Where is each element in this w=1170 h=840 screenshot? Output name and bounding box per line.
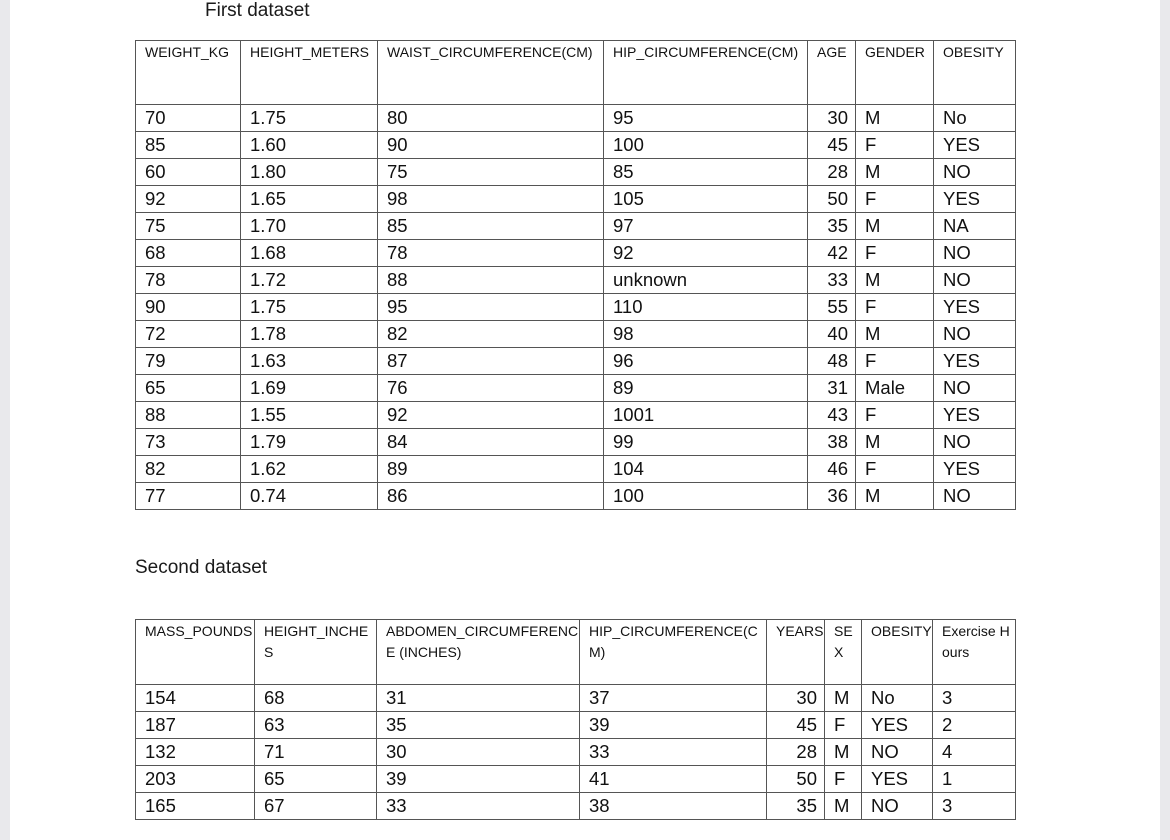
table-cell: M: [856, 105, 934, 132]
second-dataset-body: [136, 620, 1016, 820]
table-cell: F: [856, 186, 934, 213]
table-row: [136, 766, 1016, 793]
column-header: HIP_CIRCUMFERENCE(CM): [580, 620, 767, 685]
column-header: HIP_CIRCUMFERENCE(CM): [604, 41, 808, 105]
table-cell: 33: [808, 267, 856, 294]
table-cell: 1.68: [241, 240, 378, 267]
table-cell: M: [856, 483, 934, 510]
table-cell: 28: [767, 739, 825, 766]
table-cell: 78: [136, 267, 241, 294]
table-cell: 1.55: [241, 402, 378, 429]
table-cell: 97: [604, 213, 808, 240]
table-row: [136, 793, 1016, 820]
table-cell: 85: [136, 132, 241, 159]
table-cell: 68: [136, 240, 241, 267]
first-dataset-table: [135, 40, 1016, 510]
table-cell: 35: [808, 213, 856, 240]
column-header: ABDOMEN_CIRCUMFERENCE (INCHES): [377, 620, 580, 685]
table-cell: 165: [136, 793, 255, 820]
table-cell: 60: [136, 159, 241, 186]
table-cell: 28: [808, 159, 856, 186]
column-header: HEIGHT_METERS: [241, 41, 378, 105]
table-cell: 50: [808, 186, 856, 213]
table-cell: M: [825, 793, 862, 820]
column-header: Exercise Hours: [933, 620, 1016, 685]
table-cell: YES: [862, 712, 933, 739]
table-row: [136, 321, 1016, 348]
table-cell: 31: [808, 375, 856, 402]
table-cell: 2: [933, 712, 1016, 739]
table-row: [136, 685, 1016, 712]
table-cell: No: [934, 105, 1016, 132]
table-cell: 1.78: [241, 321, 378, 348]
table-cell: YES: [934, 348, 1016, 375]
table-cell: NO: [934, 483, 1016, 510]
table-cell: 92: [604, 240, 808, 267]
table-cell: 100: [604, 132, 808, 159]
table-cell: NO: [934, 429, 1016, 456]
table-row: [136, 402, 1016, 429]
table-cell: 1.75: [241, 105, 378, 132]
table-cell: 4: [933, 739, 1016, 766]
table-cell: 35: [767, 793, 825, 820]
table-cell: 33: [580, 739, 767, 766]
table-cell: 75: [136, 213, 241, 240]
table-cell: 39: [377, 766, 580, 793]
table-cell: 30: [377, 739, 580, 766]
table-cell: 1.72: [241, 267, 378, 294]
second-dataset-title: Second dataset: [135, 557, 268, 578]
table-cell: 37: [580, 685, 767, 712]
table-cell: 99: [604, 429, 808, 456]
table-cell: YES: [934, 294, 1016, 321]
table-cell: M: [825, 685, 862, 712]
table-cell: 82: [136, 456, 241, 483]
table-cell: F: [856, 240, 934, 267]
table-row: [136, 712, 1016, 739]
table-cell: 1.60: [241, 132, 378, 159]
table-cell: F: [825, 766, 862, 793]
table-cell: 3: [933, 793, 1016, 820]
table-cell: unknown: [604, 267, 808, 294]
table-cell: 1.70: [241, 213, 378, 240]
table-cell: 96: [604, 348, 808, 375]
table-cell: 76: [378, 375, 604, 402]
table-cell: 1.65: [241, 186, 378, 213]
table-row: [136, 483, 1016, 510]
table-cell: 98: [604, 321, 808, 348]
table-cell: F: [856, 402, 934, 429]
table-cell: F: [856, 456, 934, 483]
table-cell: NO: [934, 375, 1016, 402]
table-cell: 63: [255, 712, 377, 739]
table-row: [136, 159, 1016, 186]
table-cell: Male: [856, 375, 934, 402]
table-cell: M: [856, 321, 934, 348]
table-row: [136, 429, 1016, 456]
table-cell: 39: [580, 712, 767, 739]
table-cell: 100: [604, 483, 808, 510]
column-header: MASS_POUNDS: [136, 620, 255, 685]
column-header: WEIGHT_KG: [136, 41, 241, 105]
table-cell: YES: [934, 456, 1016, 483]
table-cell: 55: [808, 294, 856, 321]
table-cell: F: [856, 132, 934, 159]
first-dataset-title: First dataset: [205, 0, 310, 21]
table-row: [136, 186, 1016, 213]
table-cell: 30: [808, 105, 856, 132]
table-cell: 33: [377, 793, 580, 820]
column-header: YEARS: [767, 620, 825, 685]
table-row: [136, 375, 1016, 402]
table-cell: 1.63: [241, 348, 378, 375]
table-cell: 3: [933, 685, 1016, 712]
table-row: [136, 267, 1016, 294]
first-dataset-body: [136, 41, 1016, 510]
table-cell: 0.74: [241, 483, 378, 510]
table-cell: NO: [934, 159, 1016, 186]
table-cell: 40: [808, 321, 856, 348]
table-cell: YES: [934, 132, 1016, 159]
table-cell: 88: [136, 402, 241, 429]
table-cell: 68: [255, 685, 377, 712]
column-header: OBESITY: [862, 620, 933, 685]
table-cell: 70: [136, 105, 241, 132]
column-header: HEIGHT_INCHES: [255, 620, 377, 685]
table-cell: 110: [604, 294, 808, 321]
column-header: WAIST_CIRCUMFERENCE(CM): [378, 41, 604, 105]
header-row: [136, 620, 1016, 685]
table-row: [136, 132, 1016, 159]
table-row: [136, 739, 1016, 766]
table-cell: 79: [136, 348, 241, 375]
table-cell: NO: [934, 267, 1016, 294]
table-cell: 86: [378, 483, 604, 510]
table-cell: F: [825, 712, 862, 739]
table-cell: 95: [604, 105, 808, 132]
table-cell: NO: [934, 321, 1016, 348]
table-cell: 65: [255, 766, 377, 793]
table-cell: 1001: [604, 402, 808, 429]
table-cell: 71: [255, 739, 377, 766]
table-row: [136, 456, 1016, 483]
table-cell: NO: [934, 240, 1016, 267]
table-cell: 35: [377, 712, 580, 739]
table-cell: 105: [604, 186, 808, 213]
table-cell: No: [862, 685, 933, 712]
table-cell: YES: [862, 766, 933, 793]
table-cell: 78: [378, 240, 604, 267]
table-cell: 1.80: [241, 159, 378, 186]
table-cell: 187: [136, 712, 255, 739]
column-header: GENDER: [856, 41, 934, 105]
table-cell: 98: [378, 186, 604, 213]
table-cell: 88: [378, 267, 604, 294]
table-row: [136, 240, 1016, 267]
table-cell: 75: [378, 159, 604, 186]
column-header: AGE: [808, 41, 856, 105]
table-cell: M: [856, 267, 934, 294]
table-row: [136, 348, 1016, 375]
table-cell: 95: [378, 294, 604, 321]
table-row: [136, 105, 1016, 132]
table-cell: 45: [808, 132, 856, 159]
table-cell: 30: [767, 685, 825, 712]
table-cell: 42: [808, 240, 856, 267]
table-cell: 104: [604, 456, 808, 483]
table-cell: 82: [378, 321, 604, 348]
table-cell: 203: [136, 766, 255, 793]
table-cell: 1.79: [241, 429, 378, 456]
table-cell: 1.62: [241, 456, 378, 483]
header-row: [136, 41, 1016, 105]
column-header: OBESITY: [934, 41, 1016, 105]
table-cell: 92: [136, 186, 241, 213]
table-cell: 50: [767, 766, 825, 793]
table-cell: 65: [136, 375, 241, 402]
table-cell: 85: [378, 213, 604, 240]
table-cell: F: [856, 294, 934, 321]
column-header: SEX: [825, 620, 862, 685]
table-cell: M: [856, 429, 934, 456]
table-cell: 80: [378, 105, 604, 132]
table-cell: 84: [378, 429, 604, 456]
table-cell: 85: [604, 159, 808, 186]
table-cell: F: [856, 348, 934, 375]
table-cell: 89: [604, 375, 808, 402]
table-cell: M: [856, 213, 934, 240]
table-cell: YES: [934, 402, 1016, 429]
table-cell: 45: [767, 712, 825, 739]
table-cell: 67: [255, 793, 377, 820]
table-cell: 77: [136, 483, 241, 510]
table-cell: 154: [136, 685, 255, 712]
table-cell: YES: [934, 186, 1016, 213]
table-cell: 72: [136, 321, 241, 348]
table-cell: 36: [808, 483, 856, 510]
table-cell: 38: [808, 429, 856, 456]
table-cell: 132: [136, 739, 255, 766]
table-cell: 43: [808, 402, 856, 429]
table-cell: 73: [136, 429, 241, 456]
table-cell: 46: [808, 456, 856, 483]
table-row: [136, 213, 1016, 240]
table-cell: 90: [136, 294, 241, 321]
table-cell: 1: [933, 766, 1016, 793]
table-cell: 87: [378, 348, 604, 375]
table-cell: 92: [378, 402, 604, 429]
second-dataset-table: [135, 619, 1016, 820]
table-cell: 41: [580, 766, 767, 793]
table-cell: 38: [580, 793, 767, 820]
table-cell: 89: [378, 456, 604, 483]
table-cell: 48: [808, 348, 856, 375]
table-cell: NO: [862, 793, 933, 820]
table-cell: 1.69: [241, 375, 378, 402]
table-cell: NO: [862, 739, 933, 766]
table-cell: 31: [377, 685, 580, 712]
table-cell: M: [825, 739, 862, 766]
table-row: [136, 294, 1016, 321]
table-cell: M: [856, 159, 934, 186]
table-cell: 90: [378, 132, 604, 159]
table-cell: NA: [934, 213, 1016, 240]
table-cell: 1.75: [241, 294, 378, 321]
